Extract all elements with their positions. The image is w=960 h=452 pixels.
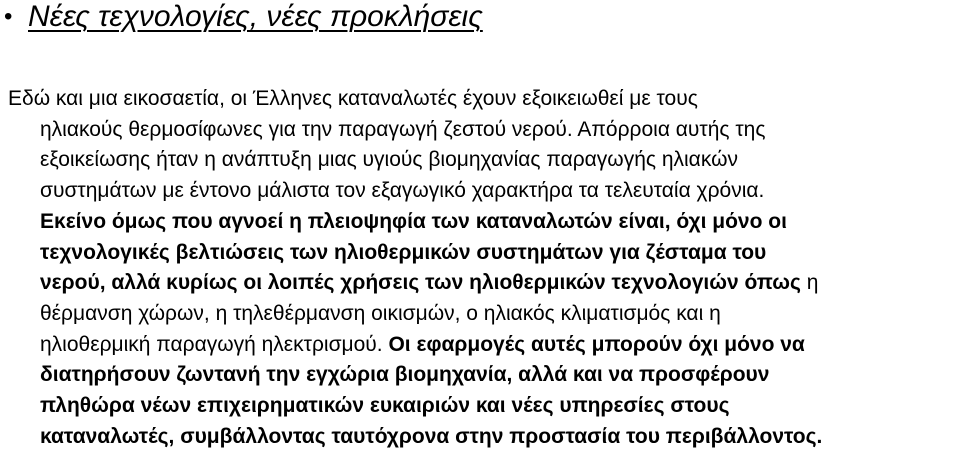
- paragraph-line: [8, 207, 958, 238]
- bold-text-segment: πληθώρα νέων επιχειρηματικών ευκαιριών και νέες υπηρεσίες στους: [40, 394, 730, 418]
- title-bullet: •: [4, 3, 13, 30]
- bold-text-segment: καταναλωτές, συμβάλλοντας ταυτόχρονα στην προστασία του περιβάλλοντος.: [40, 424, 823, 448]
- paragraph-line: [8, 145, 958, 176]
- bold-text-segment: Οι εφαρμογές αυτές μπορούν όχι μόνο να: [388, 332, 805, 356]
- text-segment: η: [800, 271, 819, 295]
- text-segment: ηλιακούς θερμοσίφωνες για την παραγωγή ζεστού νερού. Απόρροια αυτής της: [40, 117, 766, 141]
- text-segment: συστημάτων με έντονο μάλιστα τον εξαγωγικό χαρακτήρα τα τελευταία χρόνια.: [40, 179, 765, 203]
- bold-text-segment: διατηρήσουν ζωντανή την εγχώρια βιομηχανία, αλλά και να προσφέρουν: [40, 363, 770, 387]
- text-segment: Εδώ και μια εικοσαετία, οι Έλληνες καταναλωτές έχουν εξοικειωθεί με τους: [8, 87, 698, 110]
- paragraph-line: [8, 176, 958, 207]
- paragraph-line: [8, 299, 958, 330]
- bold-text-segment: τεχνολογικές βελτιώσεις των ηλιοθερμικών συστημάτων για ζέσταμα του: [40, 240, 767, 264]
- paragraph-line: [8, 115, 958, 146]
- paragraph-line: [8, 84, 958, 115]
- paragraph-line: [8, 422, 958, 452]
- paragraph-line: [8, 391, 958, 422]
- paragraph-line: [8, 238, 958, 269]
- slide-title: Νέες τεχνολογίες, νέες προκλήσεις: [28, 0, 483, 33]
- bold-text-segment: Εκείνο όμως που αγνοεί η πλειοψηφία των καταναλωτών είναι, όχι μόνο οι: [40, 209, 787, 233]
- paragraph-line: [8, 268, 958, 299]
- text-segment: εξοικείωσης ήταν η ανάπτυξη μιας υγιούς βιομηχανίας παραγωγής ηλιακών: [40, 148, 738, 172]
- paragraph-line: [8, 360, 958, 391]
- text-segment: ηλιοθερμική παραγωγή ηλεκτρισμού.: [40, 332, 389, 356]
- bold-text-segment: νερού, αλλά κυρίως οι λοιπές χρήσεις των ηλιοθερμικών τεχνολογιών όπως: [40, 271, 801, 295]
- body-paragraph: [8, 84, 958, 452]
- text-segment: θέρμανση χώρων, η τηλεθέρμανση οικισμών, ο ηλιακός κλιματισμός και η: [40, 301, 721, 325]
- paragraph-line: [8, 330, 958, 361]
